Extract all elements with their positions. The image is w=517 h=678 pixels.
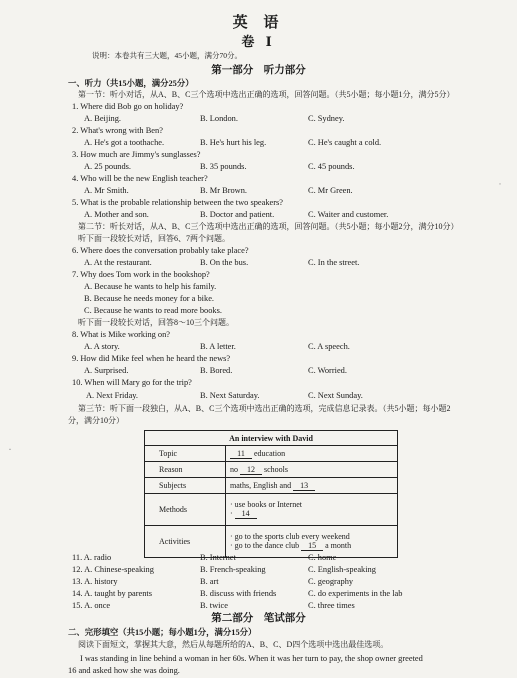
q7-option-a[interactable]: A. Because he wants to help his family. xyxy=(84,282,217,291)
q8-option-a[interactable]: A. A story. xyxy=(84,342,120,351)
table-row-methods xyxy=(145,494,398,526)
q12-option-a[interactable]: 12. A. Chinese-speaking xyxy=(72,565,154,574)
question-9-stem: 9. How did Mike feel when he heard the news? xyxy=(72,354,231,363)
interview-table xyxy=(144,430,398,558)
row-value: · go to the sports club every weekend · go to the dance club 15 a month xyxy=(226,526,398,558)
q3-option-c[interactable]: C. 45 pounds. xyxy=(308,162,355,171)
q14-option-a[interactable]: 14. A. taught by parents xyxy=(72,589,153,598)
q15-option-b[interactable]: B. twice xyxy=(200,601,228,610)
q11-option-c[interactable]: C. home xyxy=(308,553,337,562)
question-5-stem: 5. What is the probable relationship between the two speakers? xyxy=(72,198,284,207)
q11-option-a[interactable]: 11. A. radio xyxy=(72,553,112,562)
q4-option-a[interactable]: A. Mr Smith. xyxy=(84,186,129,195)
q8-option-b[interactable]: B. A letter. xyxy=(200,342,236,351)
exam-title: 英 语 xyxy=(232,15,285,31)
q1-option-b[interactable]: B. London. xyxy=(200,114,238,123)
question-7-stem: 7. Why does Tom work in the bookshop? xyxy=(72,270,210,279)
q9-option-b[interactable]: B. Bored. xyxy=(200,366,233,375)
row-label: Reason xyxy=(145,462,226,478)
q3-option-a[interactable]: A. 25 pounds. xyxy=(84,162,131,171)
q13-option-c[interactable]: C. geography xyxy=(308,577,354,586)
row-value: · use books or Internet · 14 xyxy=(226,494,398,526)
scan-mark: ˙ xyxy=(498,180,502,194)
q4-option-b[interactable]: B. Mr Brown. xyxy=(200,186,247,195)
q10-option-c[interactable]: C. Next Sunday. xyxy=(308,391,363,400)
passage-line-1: I was standing in line behind a woman in her 60s. When it was her turn to pay, the shop owner greeted xyxy=(80,654,423,663)
q1-option-a[interactable]: A. Beijing. xyxy=(84,114,121,123)
passage-line-2: 16 and asked how she was doing. xyxy=(68,666,180,675)
row-label: Activities xyxy=(145,526,226,558)
blank-15[interactable]: 15 xyxy=(301,541,323,551)
blank-12[interactable]: 12 xyxy=(240,465,262,475)
question-6-stem: 6. Where does the conversation probably take place? xyxy=(72,246,249,255)
q9-option-c[interactable]: C. Worried. xyxy=(308,366,347,375)
q15-option-c[interactable]: C. three times xyxy=(308,601,355,610)
q3-option-b[interactable]: B. 35 pounds. xyxy=(200,162,247,171)
q11-option-b[interactable]: B. Internet xyxy=(200,553,236,562)
table-row-topic xyxy=(145,446,398,462)
q2-option-c[interactable]: C. He's caught a cold. xyxy=(308,138,382,147)
question-4-stem: 4. Who will be the new English teacher? xyxy=(72,174,208,183)
q4-option-c[interactable]: C. Mr Green. xyxy=(308,186,353,195)
q7-option-b[interactable]: B. Because he needs money for a bike. xyxy=(84,294,215,303)
question-3-stem: 3. How much are Jimmy's sunglasses? xyxy=(72,150,201,159)
q5-option-b[interactable]: B. Doctor and patient. xyxy=(200,210,275,219)
part1-heading: 第一部分 听力部分 xyxy=(211,65,306,76)
blank-13[interactable]: 13 xyxy=(293,481,315,491)
exam-note: 说明：本卷共有三大题，45小题，满分70分。 xyxy=(92,51,242,60)
q6-option-c[interactable]: C. In the street. xyxy=(308,258,360,267)
q8-option-c[interactable]: C. A speech. xyxy=(308,342,350,351)
q7-option-c[interactable]: C. Because he wants to read more books. xyxy=(84,306,222,315)
q1-option-c[interactable]: C. Sydney. xyxy=(308,114,345,123)
q2-option-b[interactable]: B. He's hurt his leg. xyxy=(200,138,267,147)
section3-instruction: 第三节：听下面一段独白，从A、B、C三个选项中选出正确的选项，完成信息记录表。（共5小题；每小题2 xyxy=(78,404,451,413)
q5-option-a[interactable]: A. Mother and son. xyxy=(84,210,149,219)
q9-option-a[interactable]: A. Surprised. xyxy=(84,366,129,375)
table-row-activities xyxy=(145,526,398,558)
row-value: maths, English and 13 xyxy=(226,478,398,494)
q2-option-a[interactable]: A. He's got a toothache. xyxy=(84,138,165,147)
q6-option-a[interactable]: A. At the restaurant. xyxy=(84,258,152,267)
q10-option-b[interactable]: B. Next Saturday. xyxy=(200,391,260,400)
volume-label: 卷 Ⅰ xyxy=(241,34,276,49)
q13-option-a[interactable]: 13. A. history xyxy=(72,577,118,586)
row-label: Methods xyxy=(145,494,226,526)
blank-14[interactable]: 14 xyxy=(235,509,257,519)
table-row-subjects xyxy=(145,478,398,494)
question-10-stem: 10. When will Mary go for the trip? xyxy=(72,378,192,387)
question-2-stem: 2. What's wrong with Ben? xyxy=(72,126,163,135)
section1-instruction: 第一节：听小对话，从A、B、C三个选项中选出正确的选项，回答问题。（共5小题；每小题1分，满分5分） xyxy=(78,90,455,99)
blank-11[interactable]: 11 xyxy=(230,449,252,459)
q15-option-a[interactable]: 15. A. once xyxy=(72,601,111,610)
q6-option-b[interactable]: B. On the bus. xyxy=(200,258,249,267)
listening-section-title: 一、听力（共15小题，满分25分） xyxy=(68,79,194,88)
cloze-instruction: 阅读下面短文，掌握其大意，然后从每题所给的A、B、C、D四个选项中选出最佳选项。 xyxy=(78,640,389,649)
part2-heading: 第二部分 笔试部分 xyxy=(211,613,306,624)
q5-option-c[interactable]: C. Waiter and customer. xyxy=(308,210,389,219)
q10-option-a[interactable]: A. Next Friday. xyxy=(86,391,139,400)
section3-instruction-cont: 分，满分10分） xyxy=(68,416,124,425)
table-row-reason xyxy=(145,462,398,478)
section2-note-8-10: 听下面一段较长对话，回答8～10三个问题。 xyxy=(78,318,234,327)
section2-note-6-7: 听下面一段较长对话，回答6、7两个问题。 xyxy=(78,234,230,243)
scan-mark: · xyxy=(8,442,12,456)
q14-option-b[interactable]: B. discuss with friends xyxy=(200,589,277,598)
q13-option-b[interactable]: B. art xyxy=(200,577,219,586)
row-value: 11 education xyxy=(226,446,398,462)
row-label: Subjects xyxy=(145,478,226,494)
question-1-stem: 1. Where did Bob go on holiday? xyxy=(72,102,184,111)
cloze-section-title: 二、完形填空（共15小题；每小题1分，满分15分） xyxy=(68,628,257,637)
row-label: Topic xyxy=(145,446,226,462)
question-8-stem: 8. What is Mike working on? xyxy=(72,330,171,339)
q14-option-c[interactable]: C. do experiments in the lab xyxy=(308,589,403,598)
row-value: no 12 schools xyxy=(226,462,398,478)
q12-option-b[interactable]: B. French-speaking xyxy=(200,565,266,574)
q12-option-c[interactable]: C. English-speaking xyxy=(308,565,376,574)
table-title: An interview with David xyxy=(145,431,398,446)
section2-instruction: 第二节：听长对话，从A、B、C三个选项中选出正确的选项，回答问题。（共5小题；每小题2分，满分10分） xyxy=(78,222,459,231)
